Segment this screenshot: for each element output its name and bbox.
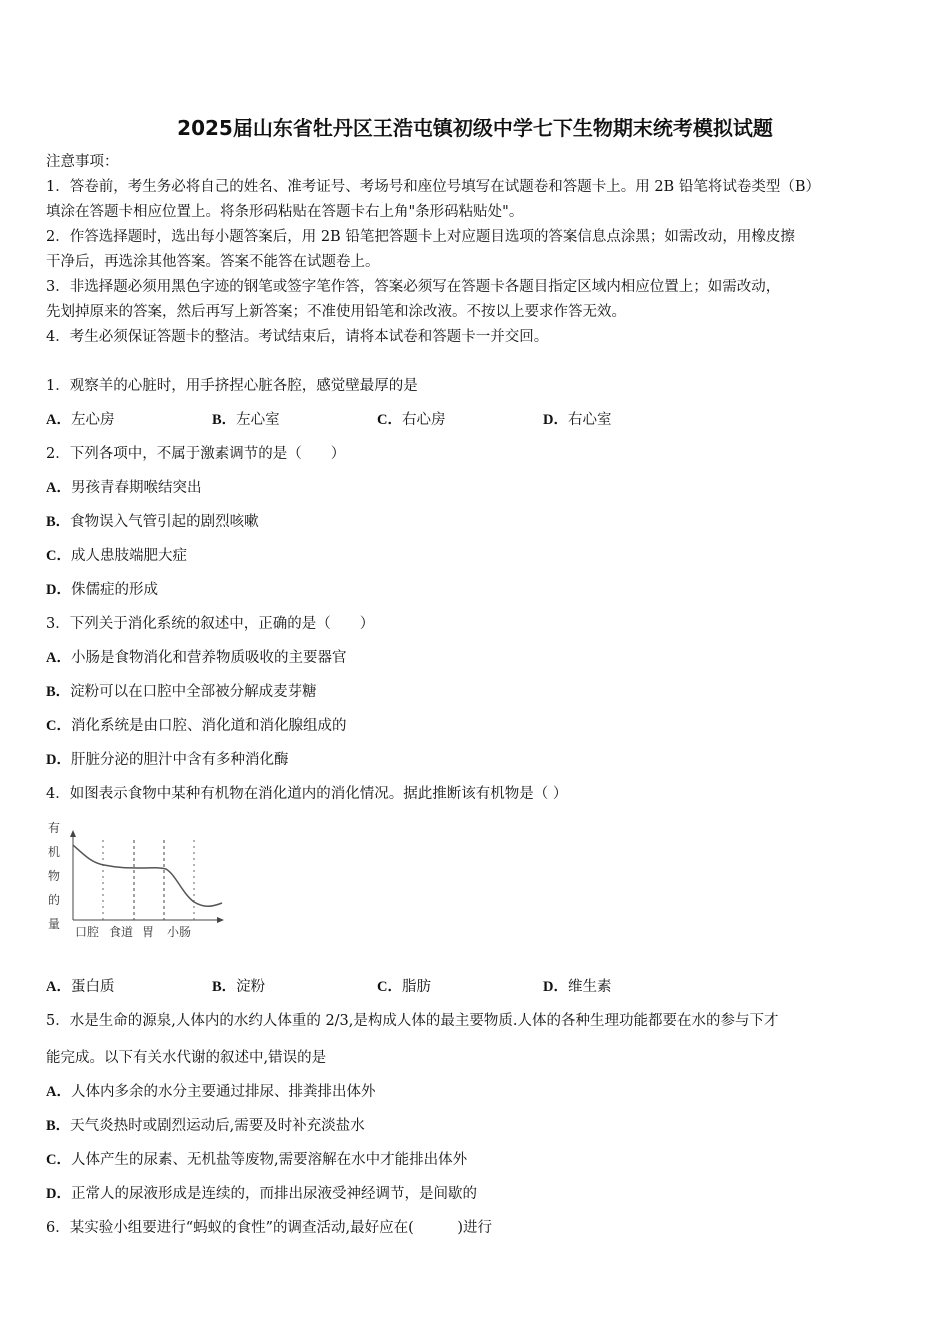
data-curve — [73, 845, 222, 906]
notice-line: 4．考生必须保证答题卡的整洁。考试结束后，请将本试卷和答题卡一并交回。 — [46, 329, 549, 345]
question-2-stem: 2．下列各项中，不属于激素调节的是（ ） — [46, 446, 346, 462]
option-d[interactable]: D．维生素 — [543, 979, 612, 995]
page-title: 2025届山东省牡丹区王浩屯镇初级中学七下生物期末统考模拟试题 — [177, 116, 773, 140]
option-c[interactable]: C．右心房 — [377, 412, 446, 428]
question-3-stem: 3．下列关于消化系统的叙述中，正确的是（ ） — [46, 616, 375, 632]
option-a[interactable]: A．左心房 — [46, 412, 115, 428]
y-axis-arrow-icon — [70, 830, 76, 837]
notice-line: 2．作答选择题时，选出每小题答案后，用 2B 铅笔把答题卡上对应题目选项的答案信息点涂黑；如需改动，用橡皮擦 — [46, 229, 795, 245]
option-d[interactable]: D．正常人的尿液形成是连续的，而排出尿液受神经调节，是间歇的 — [46, 1186, 477, 1202]
option-a[interactable]: A．男孩青春期喉结突出 — [46, 480, 202, 496]
x-category-label: 食道 — [109, 925, 134, 939]
x-category-label: 小肠 — [167, 925, 192, 939]
option-c[interactable]: C．人体产生的尿素、无机盐等废物,需要溶解在水中才能排出体外 — [46, 1152, 468, 1168]
x-category-label: 口腔 — [75, 925, 100, 939]
x-category-label: 胃 — [142, 925, 155, 939]
y-axis-label-char: 量 — [48, 917, 61, 931]
option-b[interactable]: B．食物误入气管引起的剧烈咳嗽 — [46, 514, 259, 530]
option-a[interactable]: A．蛋白质 — [46, 979, 115, 995]
question-1-stem: 1．观察羊的心脏时，用手挤捏心脏各腔，感觉壁最厚的是 — [46, 378, 418, 394]
y-axis-label-char: 机 — [48, 845, 61, 859]
option-c[interactable]: C．成人患肢端肥大症 — [46, 548, 187, 564]
option-c[interactable]: C．消化系统是由口腔、消化道和消化腺组成的 — [46, 718, 347, 734]
option-a[interactable]: A．人体内多余的水分主要通过排尿、排粪排出体外 — [46, 1084, 376, 1100]
notice-line: 3．非选择题必须用黑色字迹的钢笔或签字笔作答，答案必须写在答题卡各题目指定区域内相应位置上；如需改动， — [46, 279, 781, 295]
notice-line: 先划掉原来的答案，然后再写上新答案；不准使用铅笔和涂改液。不按以上要求作答无效。 — [46, 304, 626, 320]
option-b[interactable]: B．天气炎热时或剧烈运动后,需要及时补充淡盐水 — [46, 1118, 365, 1134]
question-5-stem-cont: 能完成。以下有关水代谢的叙述中,错误的是 — [46, 1050, 327, 1066]
notice-line: 填涂在答题卡相应位置上。将条形码粘贴在答题卡右上角"条形码粘贴处"。 — [46, 204, 524, 220]
y-axis-label-char: 物 — [48, 869, 61, 883]
x-axis-arrow-icon — [217, 917, 224, 923]
digestion-chart — [44, 815, 244, 945]
option-b[interactable]: B．淀粉 — [212, 979, 266, 995]
option-a[interactable]: A．小肠是食物消化和营养物质吸收的主要器官 — [46, 650, 347, 666]
notice-line: 1．答卷前，考生务必将自己的姓名、准考证号、考场号和座位号填写在试题卷和答题卡上。用 2B 铅笔将试卷类型（B） — [46, 179, 820, 195]
y-axis-label-char: 的 — [48, 893, 61, 907]
notice-heading: 注意事项： — [46, 154, 119, 170]
option-d[interactable]: D．侏儒症的形成 — [46, 582, 158, 598]
option-b[interactable]: B．左心室 — [212, 412, 280, 428]
y-axis-label-char: 有 — [48, 821, 61, 835]
option-d[interactable]: D．右心室 — [543, 412, 612, 428]
question-6-stem: 6．某实验小组要进行“蚂蚁的食性”的调查活动,最好应在( )进行 — [46, 1220, 492, 1236]
option-d[interactable]: D．肝脏分泌的胆汁中含有多种消化酶 — [46, 752, 289, 768]
question-4-stem: 4．如图表示食物中某种有机物在消化道内的消化情况。据此推断该有机物是（ ） — [46, 786, 568, 802]
option-c[interactable]: C．脂肪 — [377, 979, 431, 995]
notice-line: 干净后，再选涂其他答案。答案不能答在试题卷上。 — [46, 254, 380, 270]
question-5-stem: 5．水是生命的源泉,人体内的水约人体重的 2/3,是构成人体的最主要物质.人体的各种生理功能都要在水的参与下才 — [46, 1013, 779, 1029]
option-b[interactable]: B．淀粉可以在口腔中全部被分解成麦芽糖 — [46, 684, 317, 700]
